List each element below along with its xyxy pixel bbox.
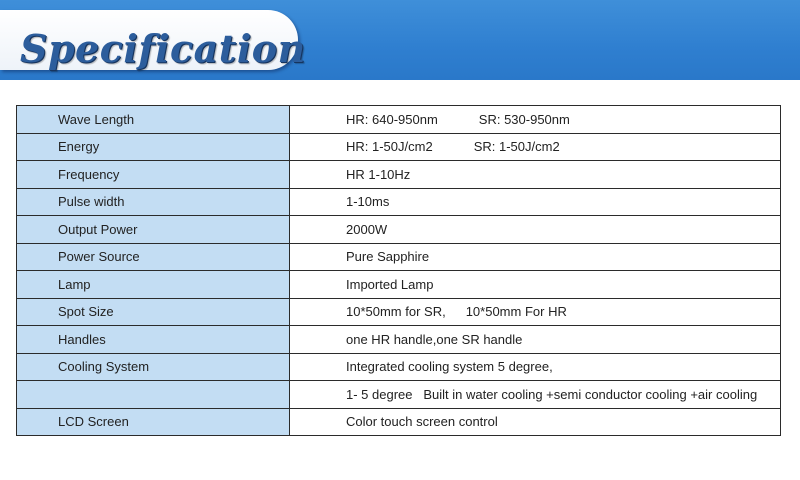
spec-value: Color touch screen control: [290, 408, 781, 436]
title-tab: [0, 10, 306, 71]
spec-label: Power Source: [17, 243, 290, 271]
spec-label: Spot Size: [17, 298, 290, 326]
table-row: [17, 271, 781, 299]
spec-value-sr: SR: 530-950nm: [478, 111, 570, 127]
header-banner: [0, 0, 800, 80]
spec-label: Output Power: [17, 216, 290, 244]
spec-label: [17, 381, 290, 409]
table-row: [17, 188, 781, 216]
table-row: [17, 353, 781, 381]
spec-value-hr: 10*50mm For HR: [465, 304, 567, 320]
spec-value: 1-10ms: [290, 188, 781, 216]
spec-label: Lamp: [17, 271, 290, 299]
table-row: [17, 243, 781, 271]
spec-value: Imported Lamp: [290, 271, 781, 299]
spec-value: 1- 5 degree Built in water cooling +semi conductor cooling +air cooling: [290, 381, 781, 409]
spec-label: Pulse width: [17, 188, 290, 216]
spec-value-sr: SR: 1-50J/cm2: [473, 139, 560, 155]
spec-label: Handles: [17, 326, 290, 354]
spec-label: Energy: [17, 133, 290, 161]
specification-table: [16, 105, 781, 436]
spec-value: Integrated cooling system 5 degree,: [290, 353, 781, 381]
spec-label: Cooling System: [17, 353, 290, 381]
spec-value-hr: HR: 640-950nm: [346, 111, 438, 127]
page-title: Specification: [20, 26, 306, 71]
spec-value: [290, 298, 781, 326]
spec-value: HR 1-10Hz: [290, 161, 781, 189]
spec-label: Wave Length: [17, 106, 290, 134]
spec-value-hr: HR: 1-50J/cm2: [346, 139, 433, 155]
spec-value: [290, 106, 781, 134]
spec-value: Pure Sapphire: [290, 243, 781, 271]
spec-value-sr: 10*50mm for SR,: [346, 304, 446, 320]
table-row: [17, 106, 781, 134]
table-row: [17, 216, 781, 244]
table-row: [17, 161, 781, 189]
table-row: [17, 408, 781, 436]
spec-label: Frequency: [17, 161, 290, 189]
spec-value: 2000W: [290, 216, 781, 244]
table-row: [17, 381, 781, 409]
table-row: [17, 298, 781, 326]
table-row: [17, 326, 781, 354]
spec-value: one HR handle,one SR handle: [290, 326, 781, 354]
table-row: [17, 133, 781, 161]
spec-value: [290, 133, 781, 161]
spec-label: LCD Screen: [17, 408, 290, 436]
